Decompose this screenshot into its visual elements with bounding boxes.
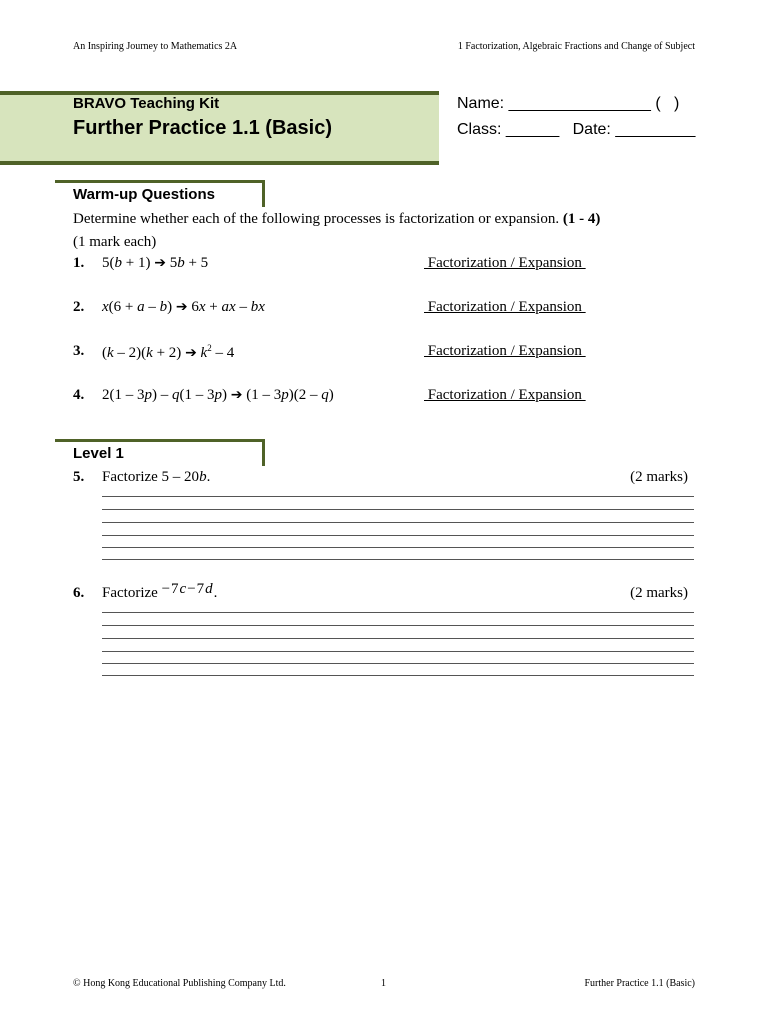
question-range: (1 - 4) — [562, 211, 601, 227]
question-number: 1. — [73, 255, 85, 271]
answer-line[interactable] — [102, 675, 694, 676]
answer-line[interactable] — [102, 535, 694, 536]
arrow-icon: ➔ — [230, 387, 243, 403]
question-expression: 2(1 – 3p) – q(1 – 3p) ➔ (1 – 3p)(2 – q) — [102, 387, 334, 403]
arrow-icon: ➔ — [175, 299, 188, 315]
question-number: 4. — [73, 387, 85, 403]
answer-line[interactable] — [102, 559, 694, 560]
page-number: 1 — [381, 978, 386, 989]
level1-heading: Level 1 — [73, 445, 124, 462]
answer-line[interactable] — [102, 509, 694, 510]
arrow-icon: ➔ — [154, 255, 166, 271]
question-text: Factorize −7c−7d. — [102, 581, 218, 601]
warmup-instruction: Determine whether each of the following processes is factorization or expansion. (1 - 4) — [73, 211, 601, 227]
answer-choice[interactable]: Factorization / Expansion — [424, 299, 586, 315]
answer-choice[interactable]: Factorization / Expansion — [424, 343, 586, 359]
question-number: 5. — [73, 469, 85, 485]
question-expression: (k – 2)(k + 2) ➔ $k^2 - 4$ — [102, 343, 235, 361]
footer-title: Further Practice 1.1 (Basic) — [584, 978, 695, 989]
class-date-field[interactable]: Class: ______ Date: _________ — [457, 121, 696, 138]
running-header-right: 1 Factorization, Algebraic Fractions and Change of Subject — [457, 41, 695, 52]
question-text: Factorize 5 – 20b. — [102, 469, 211, 485]
question-expression: x(6 + a – b) ➔ 6x + ax – bx — [102, 299, 265, 315]
marks-label: (2 marks) — [630, 585, 688, 601]
question-number: 2. — [73, 299, 85, 315]
marks-note: (1 mark each) — [73, 234, 157, 250]
question-number: 6. — [73, 585, 85, 601]
practice-title: Further Practice 1.1 (Basic) — [73, 117, 332, 139]
question-expression: 5(b + 1) ➔ 5b + 5 — [102, 255, 209, 271]
answer-line[interactable] — [102, 625, 694, 626]
answer-choice[interactable]: Factorization / Expansion — [424, 387, 586, 403]
answer-line[interactable] — [102, 547, 694, 548]
kit-label: BRAVO Teaching Kit — [73, 95, 220, 112]
name-field[interactable]: Name: ________________ ( ) — [457, 95, 680, 112]
answer-line[interactable] — [102, 638, 694, 639]
arrow-icon: ➔ — [185, 345, 197, 361]
answer-line[interactable] — [102, 663, 694, 664]
answer-line[interactable] — [102, 612, 694, 613]
answer-line[interactable] — [102, 522, 694, 523]
running-header-left: An Inspiring Journey to Mathematics 2A — [73, 41, 238, 52]
answer-line[interactable] — [102, 496, 694, 497]
answer-choice[interactable]: Factorization / Expansion — [424, 255, 586, 271]
question-number: 3. — [73, 343, 85, 359]
answer-line[interactable] — [102, 651, 694, 652]
marks-label: (2 marks) — [630, 469, 688, 485]
footer-copyright: © Hong Kong Educational Publishing Company Ltd. — [73, 978, 286, 989]
warmup-heading: Warm-up Questions — [73, 186, 215, 203]
